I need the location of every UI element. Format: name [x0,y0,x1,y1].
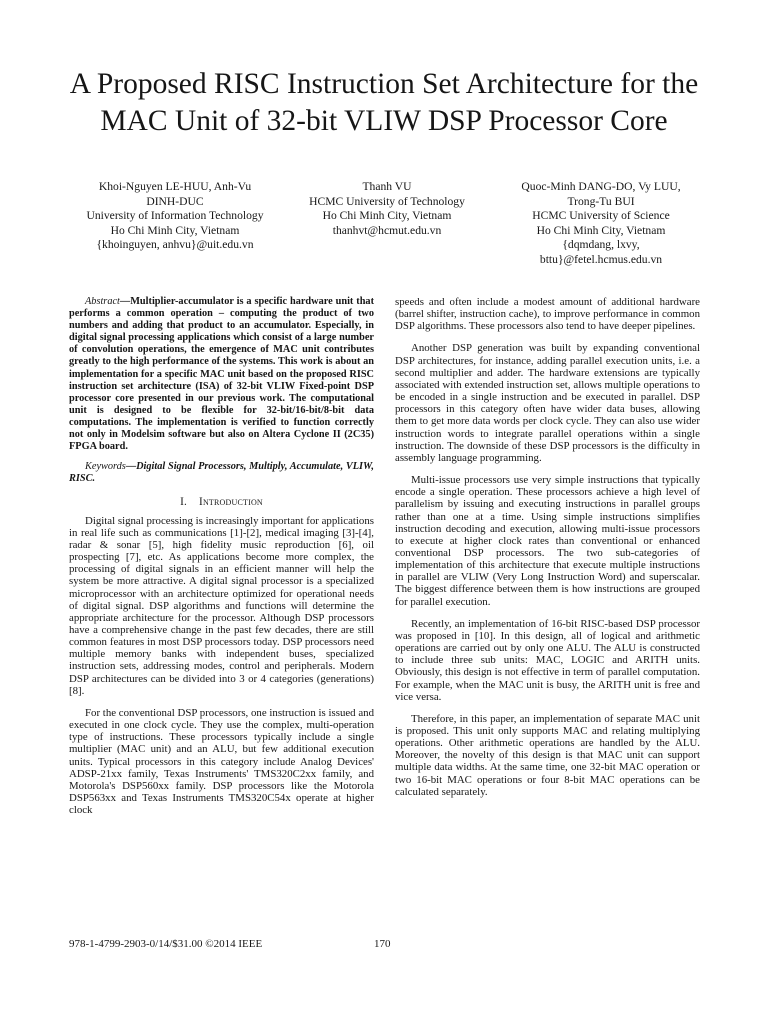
abstract-text: —Multiplier-accumulator is a specific hardware unit that performs a common operation – computing the product of two numbers and adding that product to an accumulator. Especially, in digital signal processing applications which consist of a large number of convolution operations, the emergence of MAC unit contributes greatly to the high performance of the systems. This work is about an implementation for a specific MAC unit based on the proposed RISC instruction set architecture (ISA) of 32-bit VLIW Fixed-point DSP processor core presented in our previous work. The computational unit is designed to be flexible for 32-bit/16-bit/8-bit data computations. The implementation is verified to function correctly not only in Modelsim software but also on Altera Cyclone II (2C35) FPGA board. [69,296,374,453]
keywords [69,461,374,485]
author-block-1 [64,180,286,253]
author-name-line: Quoc-Minh DANG-DO, Vy LUU, [521,180,681,193]
section-heading-introduction [69,496,374,508]
author-email: {dqmdang, lxvy, [562,238,640,252]
left-column [69,296,374,816]
body-paragraph: Recently, an implementation of 16-bit RISC-based DSP processor was proposed in [10]. In this design, all of logical and arithmetic operations are carried out by only one ALU. The ALU is constructed to include three sub units: MAC, LOGIC and ARITH units. Obviously, this design is not effective in term of parallel computation. For example, when the MAC unit is busy, the ARITH unit is free and vice versa. [395,617,700,703]
right-column [395,296,700,798]
body-paragraph: Another DSP generation was built by expanding conventional DSP architectures, for instance, adding parallel execution units, i.e. a second multiplier and adder. The hardware extensions are typically associated with extended instruction set, allows multiple operations to be encoded in a single instruction and be executed in parallel. DSP processors in this category often have wider data buses, allowing them to get more data words per clock cycle. They can also use wider instruction words to integrate parallel operations within a single instruction. The downside of these DSP processors is the difficulty in assembly language programming. [395,342,700,464]
author-name-line: DINH-DUC [146,194,204,208]
body-paragraph: Therefore, in this paper, an implementation of separate MAC unit is proposed. This unit only supports MAC and relating multiplying operations. Other arithmetic operations are handled by the ALU. Moreover, the novelty of this design is that MAC unit can support multiple data widths. At the same time, one 32-bit MAC operation or two 16-bit MAC operations or four 8-bit MAC operations can be calculated separately. [395,712,700,798]
author-email: bttu}@fetel.hcmus.edu.vn [539,252,663,266]
body-paragraph: Digital signal processing is increasingly important for applications in real life such as communications [1]-[2], medical imaging [3]-[4], radar & sonar [5], high fidelity music reproduction [6], oil prospecting [7], etc. As applications become more complex, the processing of digital signals in an efficient manner will help the system be more attractive. A digital signal processor is a specialized microprocessor with an architecture optimized for operational needs of digital signal. DSP algorithms and functions will determine the appropriate architecture for the processor. Although DSP processors have a comprehensive change in the past few decades, there are still common features in most DSP processors today. DSP processors need multiple memory banks with independent buses, specialized instruction sets, addressing modes, control and peripherals. Modern DSP architectures can be divided into 3 or 4 categories (generations) [8]. [69,514,374,697]
author-email: {khoinguyen, anhvu}@uit.edu.vn [96,238,254,252]
abstract-label: Abstract [85,296,120,307]
author-affiliation-line: HCMC University of Technology [309,194,465,208]
author-block-3 [488,180,714,268]
section-title: Introduction [199,496,263,509]
section-number: I. [180,496,188,509]
author-block-2 [287,180,487,238]
author-email: thanhvt@hcmut.edu.vn [332,223,442,237]
author-name-line: Thanh VU [362,180,412,193]
author-name-line: Khoi-Nguyen LE-HUU, Anh-Vu [98,180,252,193]
author-affiliation-line: University of Information Technology [86,209,264,223]
author-affiliation-line: Ho Chi Minh City, Vietnam [536,223,666,237]
keywords-label: Keywords [85,461,126,473]
page-number: 170 [374,938,391,950]
body-paragraph: For the conventional DSP processors, one instruction is issued and executed in one clock cycle. They use the complex, multi-operation type of instructions. These processors typically include a single multiplier (MAC unit) and an ALU, but few additional execution units. Typical processors in this category include Analog Devices' ADSP-21xx family, Texas Instruments' TMS320C2xx family, and Motorola's DSP560xx family. DSP processors like the Motorola DSP563xx and Texas Instruments TMS320C54x operate at higher clock [69,706,374,817]
footer-isbn: 978-1-4799-2903-0/14/$31.00 ©2014 IEEE [69,938,263,950]
body-paragraph: Multi-issue processors use very simple instructions that typically encode a single operation. These processors achieve a high level of parallelism by issuing and executing instructions in parallel groups rather than one at a time. Using simple instructions simplifies instruction decoding and execution, allowing multi-issue processors to execute at higher clock rates than conventional or enhanced conventional DSP processors. The two sub-categories of implementation of this architecture that execute multiple instructions in parallel are VLIW (Very Long Instruction Word) and superscalar. The biggest difference between them is how instructions are grouped for parallel execution. [395,474,700,608]
paper-title: A Proposed RISC Instruction Set Architecture for the MAC Unit of 32-bit VLIW DSP Processor Core [69,68,699,137]
author-name-line: Trong-Tu BUI [567,194,635,208]
author-affiliation-line: Ho Chi Minh City, Vietnam [110,223,240,237]
author-affiliation-line: Ho Chi Minh City, Vietnam [322,209,452,223]
body-paragraph: speeds and often include a modest amount of additional hardware (barrel shifter, instruction cache), to improve performance in common DSP algorithms. These processors also tend to have deeper pipelines. [395,296,700,333]
keywords-text: —Digital Signal Processors, Multiply, Accumulate, VLIW, RISC. [69,461,374,485]
author-affiliation-line: HCMC University of Science [532,209,670,223]
abstract [69,296,374,453]
